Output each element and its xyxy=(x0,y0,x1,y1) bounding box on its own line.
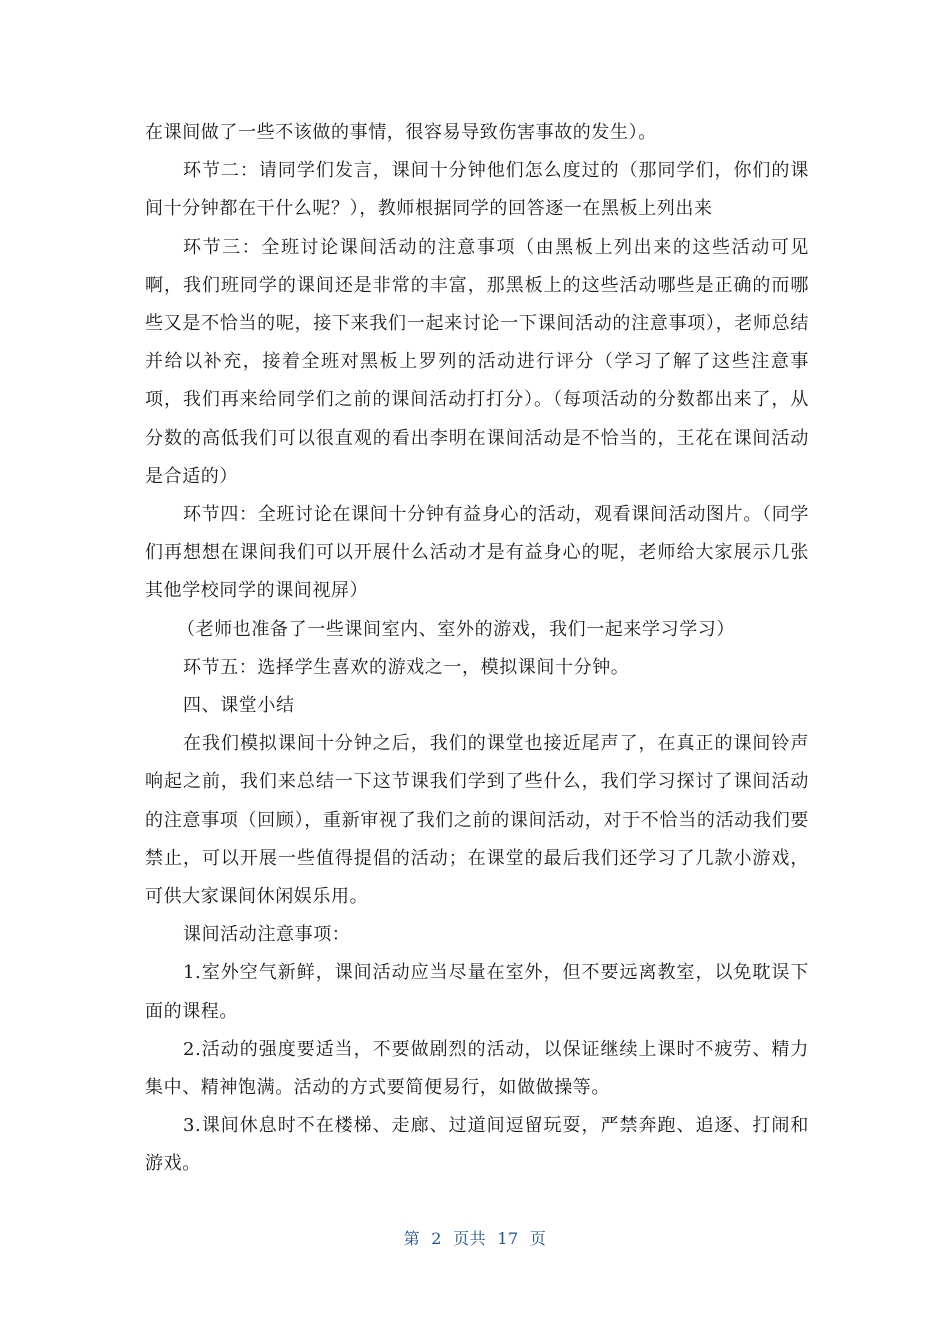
precaution-item-1: 1.室外空气新鲜，课间活动应当尽量在室外，但不要远离教室，以免耽误下面的课程。 xyxy=(145,962,809,1022)
paragraph-summary: 在我们模拟课间十分钟之后，我们的课堂也接近尾声了，在真正的课间铃声响起之前，我们来总结一下这节课我们学到了些什么，我们学习探讨了课间活动的注意事项（回顾），重新审视了我们之前的课间活动，对于不恰当的活动我们要禁止，可以开展一些值得提倡的活动；在课堂的最后我们还学习了几款小游戏，可供大家课间休闲娱乐用。 xyxy=(145,733,809,908)
paragraph-teacher-games: （老师也准备了一些课间室内、室外的游戏，我们一起来学习学习） xyxy=(177,618,735,640)
paragraph-step-two: 环节二：请同学们发言，课间十分钟他们怎么度过的（那同学们，你们的课间十分钟都在干什么呢？），教师根据同学的回答逐一在黑板上列出来 xyxy=(145,160,809,220)
paragraph-step-four: 环节四：全班讨论在课间十分钟有益身心的活动，观看课间活动图片。（同学们再想想在课间我们可以开展什么活动才是有益身心的呢，老师给大家展示几张其他学校同学的课间视屏） xyxy=(145,504,809,602)
precaution-item-3: 3.课间休息时不在楼梯、走廊、过道间逗留玩耍，严禁奔跑、追逐、打闹和游戏。 xyxy=(145,1115,809,1175)
paragraph-step-five: 环节五：选择学生喜欢的游戏之一，模拟课间十分钟。 xyxy=(183,656,630,678)
document-body xyxy=(145,114,809,1184)
precaution-item-2: 2.活动的强度要适当，不要做剧烈的活动，以保证继续上课时不疲劳、精力集中、精神饱满。活动的方式要简便易行，如做做操等。 xyxy=(145,1038,809,1099)
paragraph-step-three: 环节三：全班讨论课间活动的注意事项（由黑板上列出来的这些活动可见啊，我们班同学的课间还是非常的丰富，那黑板上的这些活动哪些是正确的而哪些又是不恰当的呢，接下来我们一起来讨论一下课间活动的注意事项），老师总结并给以补充，接着全班对黑板上罗列的活动进行评分（学习了解了这些注意事项，我们再来给同学们之前的课间活动打打分）。（每项活动的分数都出来了，从分数的高低我们可以很直观的看出李明在课间活动是不恰当的，王花在课间活动是合适的） xyxy=(145,236,809,487)
section-heading-summary: 四、课堂小结 xyxy=(183,695,295,717)
page-number-footer: 第 2 页共 17 页 xyxy=(403,1229,547,1248)
section-heading-precautions: 课间活动注意事项： xyxy=(183,924,351,946)
paragraph-continuation: 在课间做了一些不该做的事情，很容易导致伤害事故的发生）。 xyxy=(145,122,657,143)
